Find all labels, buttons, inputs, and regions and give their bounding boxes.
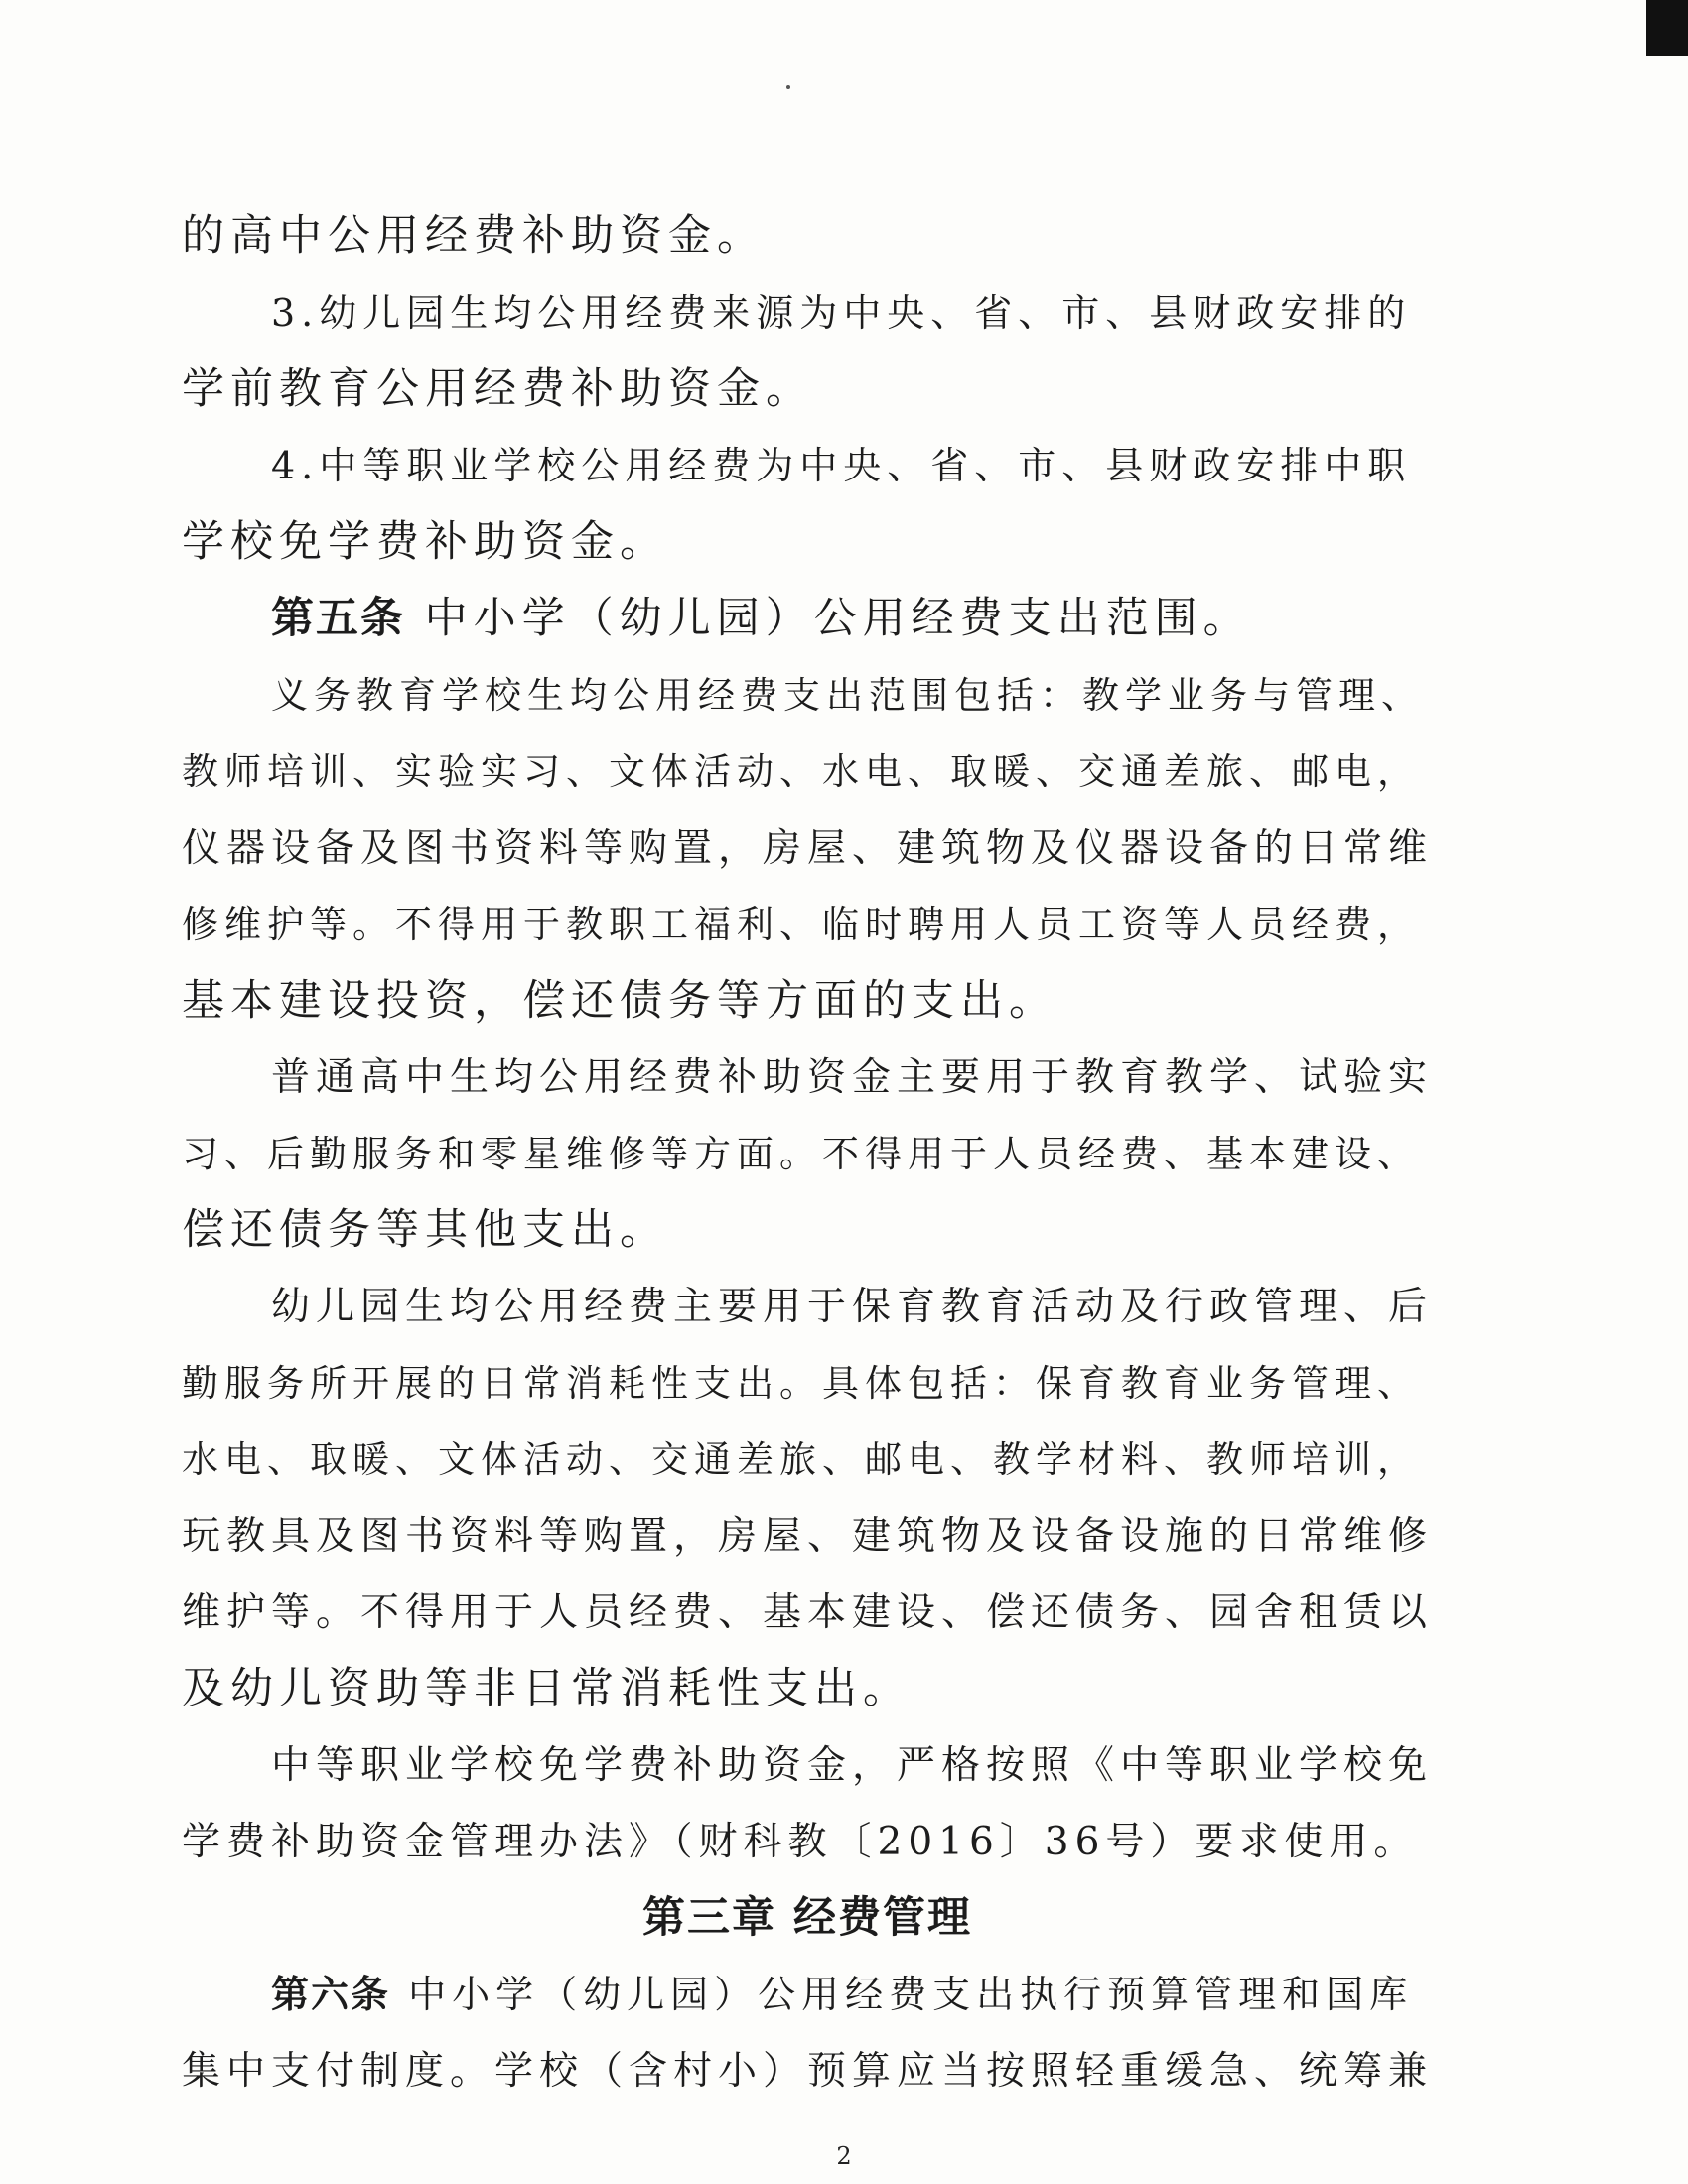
text-line: 学前教育公用经费补助资金。	[182, 364, 814, 414]
text-line: 的高中公用经费补助资金。	[182, 211, 766, 261]
text-line: 4.中等职业学校公用经费为中央、省、市、县财政安排中职	[271, 444, 1412, 487]
text-line: 修维护等。不得用于教职工福利、临时聘用人员工资等人员经费，	[182, 903, 1420, 946]
text-line: 学校免学费补助资金。	[182, 517, 668, 567]
text-line: 义务教育学校生均公用经费支出范围包括：教学业务与管理、	[271, 674, 1424, 717]
text-line: 水电、取暖、文体活动、交通差旅、邮电、教学材料、教师培训，	[182, 1438, 1420, 1481]
text-line: 及幼儿资助等非日常消耗性支出。	[182, 1664, 912, 1713]
article-heading-line	[182, 581, 1433, 657]
article-text: 中小学（幼儿园）公用经费支出范围。	[405, 594, 1252, 643]
text-line: 中等职业学校免学费补助资金，严格按照《中等职业学校免	[271, 1743, 1434, 1788]
text-line: 教师培训、实验实习、文体活动、水电、取暖、交通差旅、邮电，	[182, 751, 1420, 793]
text-line: 仪器设备及图书资料等购置，房屋、建筑物及仪器设备的日常维	[182, 826, 1434, 871]
text-line: 集中支付制度。学校（含村小）预算应当按照轻重缓急、统筹兼	[182, 2049, 1434, 2094]
article-heading-line	[182, 1957, 1433, 2033]
document-body	[182, 199, 1433, 2110]
text-line: 玩教具及图书资料等购置，房屋、建筑物及设备设施的日常维修	[182, 1514, 1434, 1559]
text-line: 勤服务所开展的日常消耗性支出。具体包括：保育教育业务管理、	[182, 1362, 1420, 1405]
text-line: 普通高中生均公用经费补助资金主要用于教育教学、试验实	[271, 1055, 1434, 1100]
chapter-heading: 第三章 经费管理	[642, 1893, 972, 1943]
text-line: 幼儿园生均公用经费主要用于保育教育活动及行政管理、后	[271, 1285, 1434, 1329]
text-line: 习、后勤服务和零星维修等方面。不得用于人员经费、基本建设、	[182, 1133, 1420, 1175]
text-line: 学费补助资金管理办法》（财科教〔2016〕36号）要求使用。	[182, 1820, 1419, 1864]
scan-corner-mark	[1646, 0, 1688, 56]
text-line: 3.幼儿园生均公用经费来源为中央、省、市、县财政安排的	[271, 291, 1412, 335]
text-line: 偿还债务等其他支出。	[182, 1205, 668, 1255]
text-line: 基本建设投资，偿还债务等方面的支出。	[182, 976, 1057, 1025]
article-number: 第五条	[271, 594, 405, 643]
page-number: 2	[836, 2142, 852, 2170]
article-text: 中小学（幼儿园）公用经费支出执行预算管理和国库	[390, 1973, 1414, 2016]
article-number: 第六条	[271, 1973, 391, 2016]
text-line: 维护等。不得用于人员经费、基本建设、偿还债务、园舍租赁以	[182, 1590, 1434, 1635]
scan-speck	[786, 85, 790, 89]
